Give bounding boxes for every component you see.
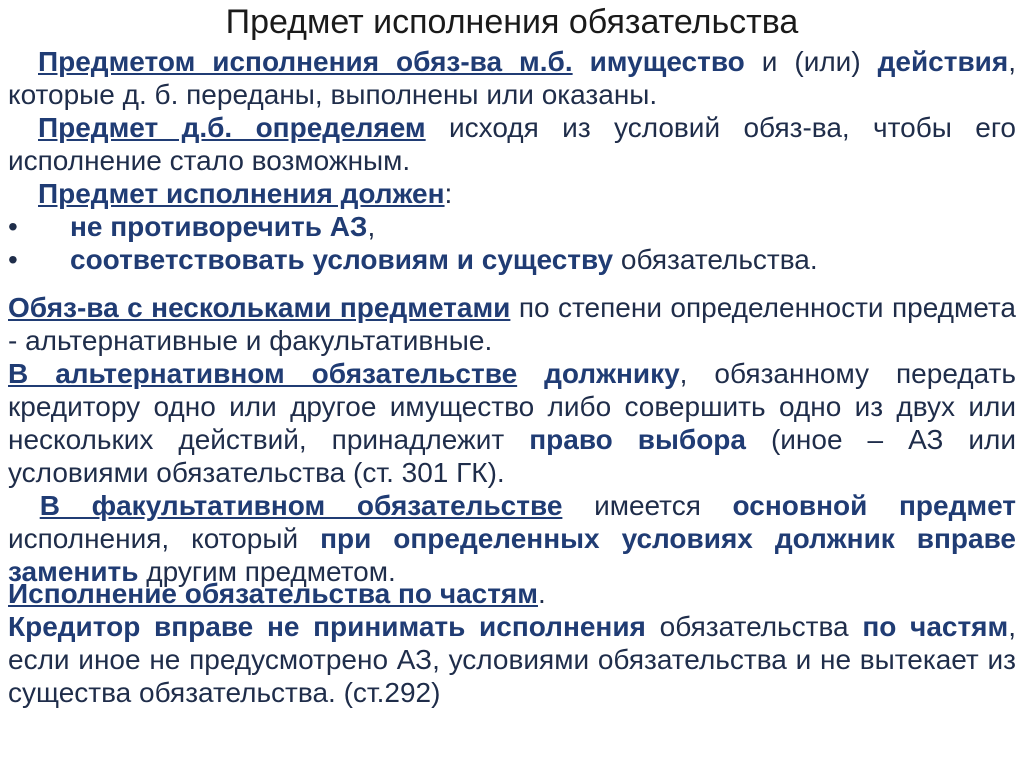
paragraph-subject: Предметом исполнения обяз-ва м.б. имущество и (или) действия, которые д. б. переданы, выполнены или оказаны. bbox=[8, 46, 1016, 110]
creditor-term: Кредитор вправе не принимать исполнения bbox=[8, 611, 646, 642]
paragraph-partial-performance: Исполнение обязательства по частям. bbox=[8, 578, 546, 609]
bullet-text-strong: соответствовать условиям и существу bbox=[70, 244, 614, 275]
paragraph-determinable: Предмет д.б. определяем исходя из условий обяз-ва, чтобы его исполнение стало возможным. bbox=[8, 112, 1017, 176]
facultative-term: В факультативном обязательстве bbox=[39, 490, 563, 521]
alternative-term: В альтернативном обязательстве bbox=[8, 358, 518, 389]
right-of-choice-term: право выбора bbox=[529, 424, 746, 455]
bullet-icon: • bbox=[8, 244, 18, 275]
paragraph-alternative: В альтернативном обязательстве должнику, обязанному передать кредитору одно или другое имущество либо совершить одно из двух или нескольких действий, принадлежит право выбора (иное – АЗ или условиями обязательства (ст. 301 ГК). bbox=[8, 358, 1017, 488]
paragraph-requirements: Предмет исполнения должен: bbox=[38, 178, 453, 209]
bullet-text-strong: не противоречить АЗ bbox=[70, 211, 368, 242]
subject-definition-term: Предметом исполнения обяз-ва м.б. bbox=[38, 46, 573, 77]
by-parts-term: по частям bbox=[862, 611, 1009, 642]
determinable-term: Предмет д.б. определяем bbox=[38, 112, 426, 143]
main-subject-term: основной предмет bbox=[732, 490, 1016, 521]
paragraph-facultative: В факультативном обязательстве имеется основной предмет исполнения, который при определенных условиях должник вправе заменить другим предметом. bbox=[8, 490, 1016, 587]
slide-title: Предмет исполнения обязательства bbox=[225, 3, 799, 41]
multiple-subjects-term: Обяз-ва с нескольками предметами bbox=[8, 292, 511, 323]
conditions-term: при определенных условиях должник вправе заменить bbox=[8, 523, 1016, 587]
actions-term: действия bbox=[877, 46, 1009, 77]
paragraph-multiple-subjects: Обяз-ва с нескольками предметами по степени определенности предмета - альтернативные и факультативные. bbox=[8, 292, 1016, 356]
requirements-term: Предмет исполнения должен bbox=[38, 178, 445, 209]
partial-performance-term: Исполнение обязательства по частям bbox=[8, 578, 538, 609]
bullet-icon: • bbox=[8, 211, 18, 242]
paragraph-creditor: Кредитор вправе не принимать исполнения обязательства по частям, если иное не предусмотрено АЗ, условиями обязательства и не вытекает из существа обязательства. (ст.292) bbox=[8, 611, 1017, 708]
property-term: имущество bbox=[589, 46, 745, 77]
debtor-term: должнику bbox=[517, 358, 680, 389]
slide: Предмет исполнения обязательства Предметом исполнения обяз-ва м.б. имущество и (или) действия, которые д. б. переданы, выполнены или оказаны. Предмет д.б. определяем исходя из условий обяз-ва, чтобы его исполнение стало возможным. Предмет исполнения должен: • не противоречить АЗ, • соответствовать условиям и существу обязательства. Обяз-ва с нескольками предметами по степени определенности предмета - альтернативные и факультативные. В альтернативном обязательстве должнику, обязанному передать кредитору одно или другое имущество либо совершить одно из двух или нескольких действий, принадлежит право выбора (иное – АЗ или условиями обязательства (ст. 301 ГК). В факультативном обязательстве имеется основной предмет исполнения, который при определенных условиях должник вправе заменить другим предметом. Исполнение обязательства по частям. Кредитор вправе не принимать исполнения обязательства по частям, если иное не предусмотрено АЗ, условиями обязательства и не вытекает из существа обязательства. (ст.292) bbox=[0, 0, 1024, 767]
